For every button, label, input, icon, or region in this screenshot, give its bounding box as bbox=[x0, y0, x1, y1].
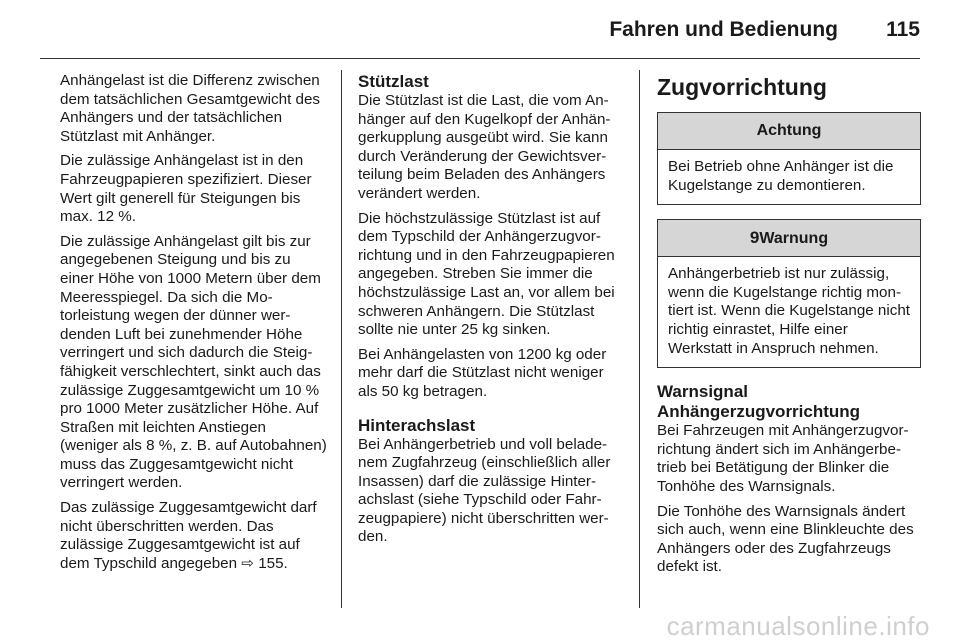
paragraph: Die Stützlast ist die Last, die vom Anhänger auf den Kugelkopf der Anhängerkupplung ausgeübt wird. Sie kann durch Veränderung der Gewichtsverteilung beim Beladen des Anhängers verändert werden. bbox=[358, 92, 611, 202]
caution-text: Bei Betrieb ohne Anhänger ist die Kugelstange zu demontieren. bbox=[668, 158, 894, 194]
warning-text: Anhängerbetrieb ist nur zulässig, wenn die Kugelstange richtig montiert ist. Wenn die Kugelstange nicht richtig einrastet, Hilfe einer Werkstatt in Anspruch nehmen. bbox=[668, 265, 911, 357]
chapter-heading-zugvorrichtung: Zugvorrichtung bbox=[657, 74, 827, 100]
warning-title: Warnung bbox=[759, 230, 829, 248]
header-divider bbox=[40, 58, 920, 59]
paragraph: Die höchstzulässige Stützlast ist auf dem Typschild der Anhängerzugvorrichtung und in den Fahrzeugpapieren angegeben. Streben Sie immer die höchstzulässige Last an, vor allem bei schweren Anhängern. Die Stützlast sollte nie unter 25 kg sinken. bbox=[358, 209, 615, 339]
paragraph: Bei Anhängerbetrieb und voll beladenem Zugfahrzeug (einschließlich aller Insassen) darf die zulässige Hinterachslast (siehe Typschild oder Fahrzeugpapiere) nicht überschritten werden. bbox=[358, 435, 611, 546]
paragraph: Anhängelast ist die Differenz zwischen dem tatsächlichen Gesamtgewicht des Anhängers und der tatsächlichen Stützlast mit Anhänger. bbox=[60, 72, 321, 145]
caution-title: Achtung bbox=[658, 113, 920, 150]
warning-title-bar bbox=[658, 220, 920, 257]
column-right bbox=[657, 72, 921, 583]
paragraph: Die Tonhöhe des Warnsignals ändert sich auch, wenn eine Blinkleuchte des Anhängers oder des Zugfahrzeugs defekt ist. bbox=[657, 502, 914, 576]
watermark: carmanualsonline.info bbox=[666, 611, 930, 641]
caution-box bbox=[657, 112, 921, 205]
page-number: 115 bbox=[886, 18, 920, 41]
paragraph: Die zulässige Anhängelast gilt bis zur angegebenen Steigung und bis zu einer Höhe von 1000 Metern über dem Meeresspiegel. Da sich die Motorleistung wegen der dünner werdenden Luft bei zunehmender Höhe verringert und sich dadurch die Steigfähigkeit verschlechtert, sinkt auch das zulässige Zuggesamtgewicht um 10 % pro 1000 Meter zusätzlicher Höhe. Auf Straßen mit leichten Anstiegen (weniger als 8 %, z. B. auf Autobahnen) muss das Zuggesamtgewicht nicht verringert werden. bbox=[60, 232, 327, 492]
column-middle bbox=[358, 72, 624, 553]
column-divider-right bbox=[639, 70, 640, 608]
paragraph: Bei Fahrzeugen mit Anhängerzugvorrichtung ändert sich im Anhängerbetrieb bei Betätigung der Blinker die Tonhöhe des Warnsignals. bbox=[657, 422, 909, 495]
warning-triangle-icon: 9 bbox=[749, 228, 760, 248]
column-divider-left bbox=[341, 70, 342, 608]
section-heading-warnsignal: Warnsignal bbox=[657, 382, 748, 402]
paragraph: Bei Anhängelasten von 1200 kg oder mehr darf die Stützlast nicht weniger als 50 kg betragen. bbox=[358, 345, 607, 400]
page-header bbox=[40, 0, 920, 58]
section-heading-stuetzlast: Stützlast bbox=[358, 72, 429, 91]
section-heading-anhaengerzugvorrichtung: Anhängerzugvorrichtung bbox=[657, 402, 861, 422]
section-heading-hinterachslast: Hinterachslast bbox=[358, 415, 476, 435]
paragraph: Die zulässige Anhängelast ist in den Fahrzeugpapieren spezifiziert. Dieser Wert gilt generell für Steigungen bis max. 12 %. bbox=[60, 152, 312, 226]
page-title: Fahren und Bedienung bbox=[609, 18, 838, 41]
column-left bbox=[60, 72, 328, 579]
warning-box bbox=[657, 219, 921, 368]
paragraph-with-page-reference: Das zulässige Zuggesamtgewicht darf nicht überschritten werden. Das zulässige Zuggesamtgewicht ist auf dem Typschild angegeben ⇨ 155. bbox=[60, 499, 317, 572]
